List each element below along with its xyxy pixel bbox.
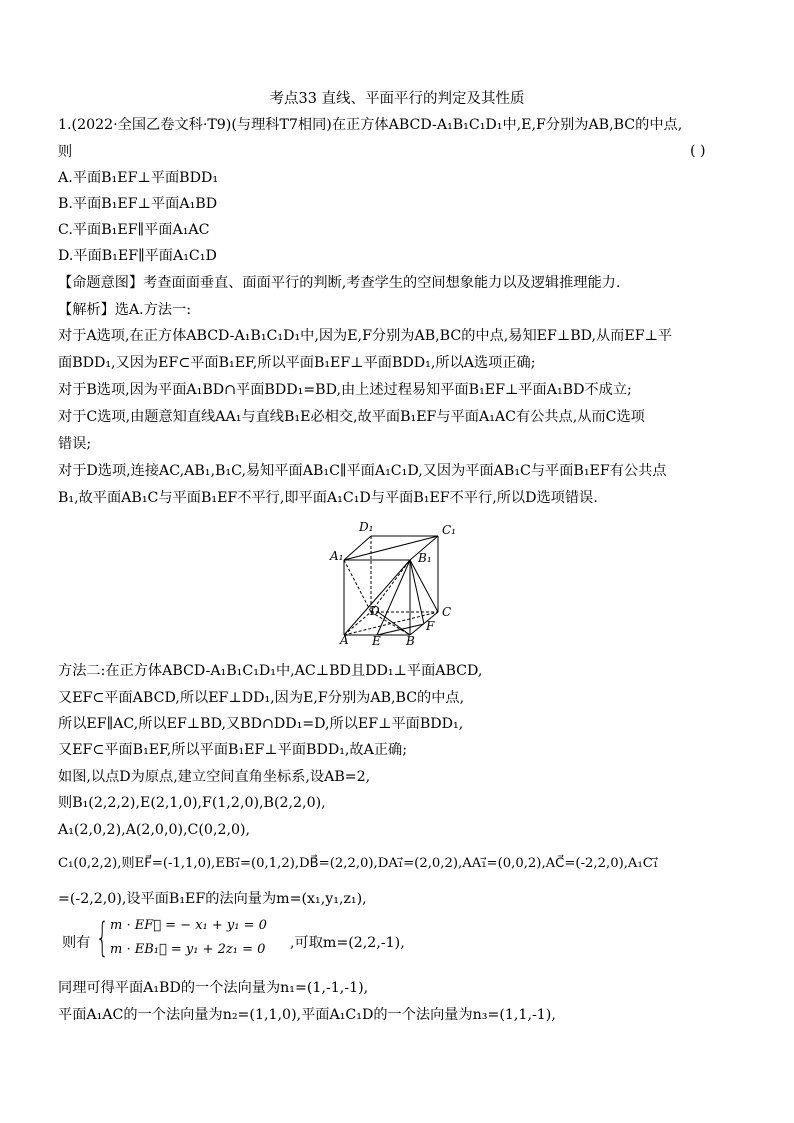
method2-vectors: C₁(0,2,2),则EF⃗=(-1,1,0),EB₁⃗=(0,1,2),DB⃗=(2,2,0),DA₁⃗=(2,0,2),AA₁⃗=(0,0,2),AC⃗=(-2,2,0),A₁C₁⃗: [58, 856, 659, 871]
vertex-label-b: B: [406, 634, 415, 648]
brace-glyph: {: [96, 915, 109, 961]
method2-line: 所以EF∥AC,所以EF⊥BD,又BD∩DD₁=D,所以EF⊥平面BDD₁,: [58, 716, 464, 732]
intent-paragraph: 【命题意图】考查面面垂直、面面平行的判断,考查学生的空间想象能力以及逻辑推理能力.: [58, 275, 621, 291]
analysis-line: 错误;: [58, 436, 92, 452]
vertex-label-a: A: [340, 633, 349, 647]
analysis-line: 对于B选项,因为平面A₁BD∩平面BDD₁=BD,由上述过程易知平面B₁EF⊥平面A₁BD不成立;: [58, 382, 632, 398]
vertex-label-f: F: [426, 619, 435, 633]
analysis-line: 对于A选项,在正方体ABCD-A₁B₁C₁D₁中,因为E,F分别为AB,BC的中点,易知EF⊥BD,从而EF⊥平: [58, 328, 673, 344]
analysis-line: 对于D选项,连接AC,AB₁,B₁C,易知平面AB₁C∥平面A₁C₁D,又因为平面AB₁C与平面B₁EF有公共点: [58, 463, 667, 479]
equation-system: [58, 914, 405, 964]
question-stem-cont: 则: [58, 144, 73, 160]
cube-diagram: [318, 517, 478, 652]
page-title: 考点33 直线、平面平行的判定及其性质: [269, 91, 525, 107]
answer-blank: ( ): [690, 143, 706, 159]
vertex-label-c1: C₁: [442, 523, 456, 537]
system-result: ,可取m=(2,2,-1),: [290, 935, 405, 951]
system-row: m · EF⃗ = − x₁ + y₁ = 0: [110, 918, 267, 933]
method2-line: 如图,以点D为原点,建立空间直角坐标系,设AB=2,: [58, 769, 371, 785]
analysis-line: 对于C选项,由题意知直线AA₁与直线B₁E必相交,故平面B₁EF与平面A₁AC有公共点,从而C选项: [58, 409, 645, 425]
analysis-line: 面BDD₁,又因为EF⊂平面B₁EF,所以平面B₁EF⊥平面BDD₁,所以A选项正确;: [58, 355, 536, 371]
vertex-label-e: E: [372, 634, 381, 648]
method2-line: A₁(2,0,2),A(2,0,0),C(0,2,0),: [58, 822, 251, 838]
vertex-label-d: D: [370, 604, 380, 618]
system-row: m · EB₁⃗ = y₁ + 2z₁ = 0: [110, 942, 266, 957]
method2-line: 又EF⊂平面ABCD,所以EF⊥DD₁,因为E,F分别为AB,BC的中点,: [58, 690, 465, 706]
cube-figure: [318, 517, 478, 652]
method2-line: 平面A₁AC的一个法向量为n₂=(1,1,0),平面A₁C₁D的一个法向量为n₃=(1,1,-1),: [58, 1007, 556, 1023]
option-d: D.平面B₁EF∥平面A₁C₁D: [58, 248, 217, 264]
method2-line: 又EF⊂平面B₁EF,所以平面B₁EF⊥平面BDD₁,故A正确;: [58, 742, 408, 758]
option-c: C.平面B₁EF∥平面A₁AC: [58, 222, 210, 238]
method2-line: 同理可得平面A₁BD的一个法向量为n₁=(1,-1,-1),: [58, 980, 369, 996]
question-stem: 1.(2022·全国乙卷文科·T9)(与理科T7相同)在正方体ABCD-A₁B₁C₁D₁中,E,F分别为AB,BC的中点,: [58, 117, 683, 133]
option-b: B.平面B₁EF⊥平面A₁BD: [58, 196, 218, 212]
vertex-label-b1: B₁: [418, 551, 432, 565]
analysis-line: B₁,故平面AB₁C与平面B₁EF不平行,即平面A₁C₁D与平面B₁EF不平行,所以D选项错误.: [58, 490, 598, 506]
option-a: A.平面B₁EF⊥平面BDD₁: [58, 170, 219, 186]
method2-line: 方法二:在正方体ABCD-A₁B₁C₁D₁中,AC⊥BD且DD₁⊥平面ABCD,: [58, 663, 483, 679]
method2-line: 则B₁(2,2,2),E(2,1,0),F(1,2,0),B(2,2,0),: [58, 795, 326, 811]
system-label: 则有: [62, 935, 91, 951]
vertex-label-d1: D₁: [359, 520, 374, 534]
method2-line: =(-2,2,0),设平面B₁EF的法向量为m=(x₁,y₁,z₁),: [58, 891, 367, 907]
vertex-label-c: C: [442, 605, 452, 619]
vertex-label-a1: A₁: [330, 549, 344, 563]
analysis-heading: 【解析】选A.方法一:: [58, 302, 192, 318]
